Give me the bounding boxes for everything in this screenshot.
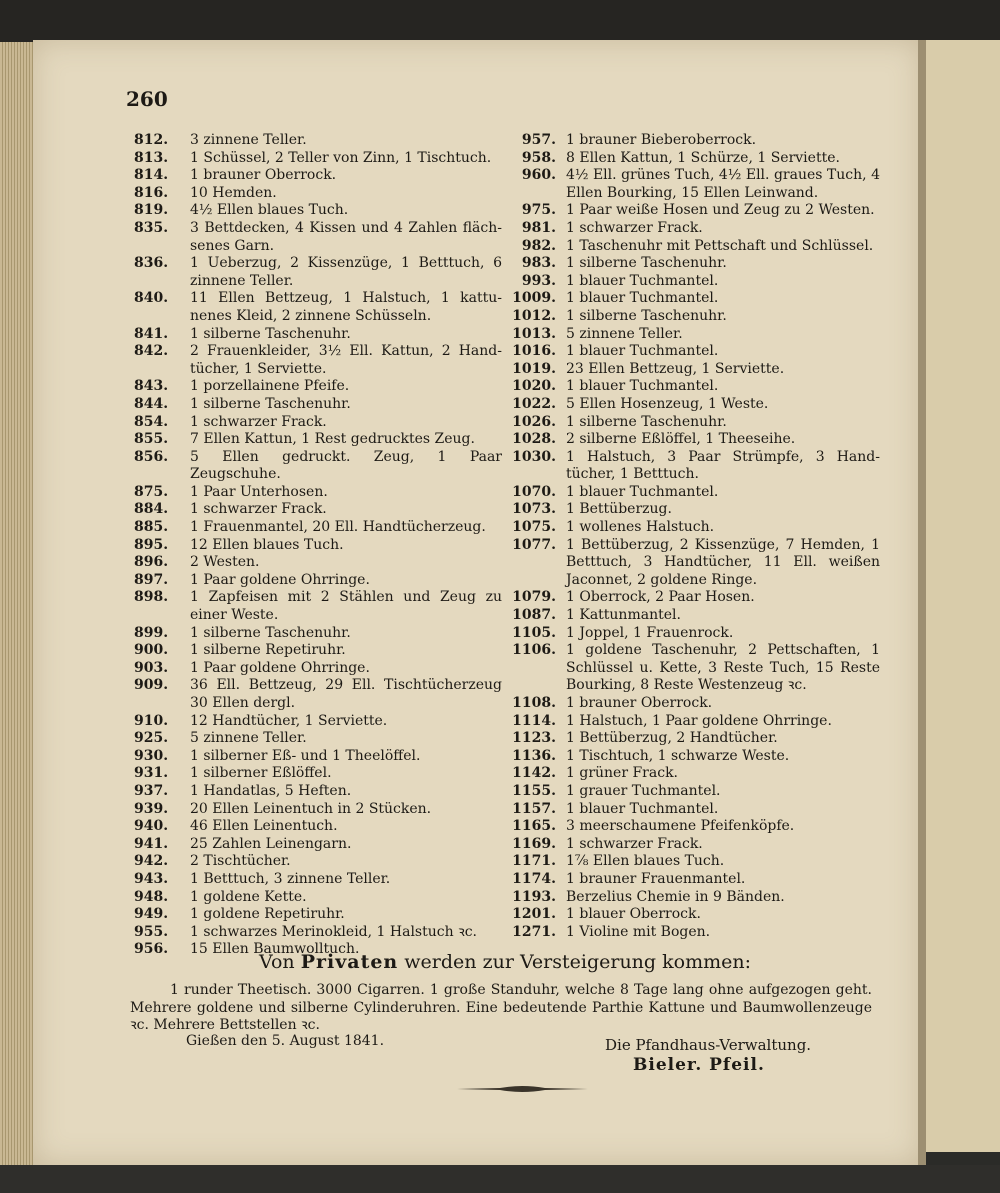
- lot-description: 1 blauer Tuchmantel.: [566, 483, 719, 500]
- lot-number: 1013.: [512, 325, 556, 342]
- lot-number: 1201.: [512, 906, 556, 923]
- lot-number: 875.: [134, 483, 169, 500]
- lot-description: 1 Paar goldene Ohrringe.: [190, 571, 370, 588]
- list-item: [508, 765, 880, 783]
- lot-description: 4½ Ellen blaues Tuch.: [190, 202, 349, 219]
- list-item: [134, 713, 502, 731]
- lot-number: 943.: [134, 870, 169, 887]
- lot-description: 5 Ellen Hosenzeug, 1 Weste.: [566, 395, 769, 412]
- lot-number: 1012.: [512, 307, 556, 324]
- list-item: [508, 730, 880, 748]
- lot-description: 5 zinnene Teller.: [566, 325, 683, 342]
- lot-description: 1 grauer Tuchmantel.: [566, 782, 721, 799]
- lot-number: 1020.: [512, 378, 556, 395]
- list-item: [508, 202, 880, 220]
- lot-number: 941.: [134, 835, 169, 852]
- lot-number: 1169.: [512, 835, 556, 852]
- lot-description: 1 blauer Tuchmantel.: [566, 272, 719, 289]
- list-item: [508, 255, 880, 273]
- lot-description: 1 goldene Taschenuhr, 2 Pettschaften, 1 Schlüssel u. Kette, 3 Reste Tuch, 15 Reste Bourking, 8 Reste Westenzeug ꝛc.: [566, 642, 880, 694]
- lot-description: 1⅞ Ellen blaues Tuch.: [566, 853, 725, 870]
- lot-number: 814.: [134, 167, 169, 184]
- lot-number: 898.: [134, 589, 169, 606]
- lot-description: 1 silberner Eß- und 1 Theelöffel.: [190, 747, 421, 764]
- lot-description: 1 Ueberzug, 2 Kissenzüge, 1 Betttuch, 6 zinnene Teller.: [190, 255, 502, 289]
- lot-number: 819.: [134, 202, 169, 219]
- lot-number: 1105.: [512, 624, 556, 641]
- signature-admin: Die Pfandhaus-Verwaltung.: [605, 1036, 812, 1054]
- list-item: [134, 343, 502, 378]
- lot-number: 1028.: [512, 431, 556, 448]
- lot-number: 1022.: [512, 395, 556, 412]
- lot-number: 1030.: [512, 448, 556, 465]
- lot-number: 1019.: [512, 360, 556, 377]
- lot-number: 841.: [134, 325, 169, 342]
- lot-number: 910.: [134, 712, 169, 729]
- list-item: [508, 167, 880, 202]
- list-item: [134, 290, 502, 325]
- lot-description: Berzelius Chemie in 9 Bänden.: [566, 888, 785, 905]
- lot-number: 925.: [134, 730, 169, 747]
- lot-description: 2 Frauenkleider, 3½ Ell. Kattun, 2 Hand- tücher, 1 Serviette.: [190, 343, 502, 377]
- lot-description: 1 silberne Taschenuhr.: [190, 624, 351, 641]
- lot-description: 20 Ellen Leinentuch in 2 Stücken.: [190, 800, 432, 817]
- list-item: [508, 607, 880, 625]
- lot-number: 835.: [134, 219, 169, 236]
- lot-description: 1 Paar goldene Ohrringe.: [190, 659, 370, 676]
- lot-number: 816.: [134, 184, 169, 201]
- lot-description: 12 Handtücher, 1 Serviette.: [190, 712, 388, 729]
- lot-number: 960.: [521, 167, 556, 184]
- list-item: [134, 554, 502, 572]
- list-item: [134, 748, 502, 766]
- heading-before: Von: [259, 951, 295, 973]
- list-item: [508, 343, 880, 361]
- lot-number: 1009.: [512, 290, 556, 307]
- lot-description: 15 Ellen Baumwolltuch.: [190, 941, 360, 958]
- lot-number: 1075.: [512, 519, 556, 536]
- lot-number: 895.: [134, 536, 169, 553]
- list-item: [134, 853, 502, 871]
- lot-number: 1077.: [512, 536, 556, 553]
- lot-description: 1 Taschenuhr mit Pettschaft und Schlüssel.: [566, 237, 874, 254]
- lot-number: 957.: [521, 132, 556, 148]
- list-item: [508, 783, 880, 801]
- lot-description: 1 silberne Taschenuhr.: [190, 325, 351, 342]
- list-item: [134, 431, 502, 449]
- list-item: [134, 836, 502, 854]
- list-item: [134, 625, 502, 643]
- list-item: [134, 150, 502, 168]
- list-item: [134, 132, 502, 150]
- list-item: [508, 378, 880, 396]
- list-item: [508, 889, 880, 907]
- lot-number: 1193.: [512, 888, 556, 905]
- lot-number: 903.: [134, 659, 169, 676]
- lot-number: 956.: [134, 941, 169, 958]
- lot-description: 23 Ellen Bettzeug, 1 Serviette.: [566, 360, 785, 377]
- lot-description: 1 Paar Unterhosen.: [190, 483, 328, 500]
- lot-number: 843.: [134, 378, 169, 395]
- lot-number: 899.: [134, 624, 169, 641]
- list-item: [508, 853, 880, 871]
- date-line: Gießen den 5. August 1841.: [186, 1033, 385, 1049]
- lot-description: 12 Ellen blaues Tuch.: [190, 536, 344, 553]
- lot-description: 1 schwarzer Frack.: [190, 501, 327, 518]
- list-item: [134, 660, 502, 678]
- lot-number: 958.: [521, 149, 556, 166]
- section-heading: [130, 951, 880, 973]
- lot-number: 1070.: [512, 483, 556, 500]
- list-item: [508, 484, 880, 502]
- list-item: [134, 765, 502, 783]
- heading-bold: Privaten: [300, 951, 399, 973]
- list-item: [508, 818, 880, 836]
- lot-description: 36 Ell. Bettzeug, 29 Ell. Tischtücherzeug 30 Ellen dergl.: [190, 677, 502, 711]
- lot-number: 1155.: [512, 782, 556, 799]
- lot-number: 885.: [134, 519, 169, 536]
- lot-number: 1136.: [512, 747, 556, 764]
- lot-number: 982.: [521, 237, 556, 254]
- lot-description: 1 Bettüberzug, 2 Handtücher.: [566, 730, 778, 747]
- list-item: [508, 361, 880, 379]
- lot-number: 942.: [134, 853, 169, 870]
- lot-description: 1 grüner Frack.: [566, 765, 678, 782]
- list-item: [508, 238, 880, 256]
- lot-description: 1 blauer Tuchmantel.: [566, 290, 719, 307]
- lot-number: 939.: [134, 800, 169, 817]
- list-item: [508, 431, 880, 449]
- lot-number: 955.: [134, 923, 169, 940]
- lot-number: 949.: [134, 906, 169, 923]
- lot-description: 1 blauer Tuchmantel.: [566, 378, 719, 395]
- list-item: [508, 414, 880, 432]
- lot-description: 3 meerschaumene Pfeifenköpfe.: [566, 818, 795, 835]
- lot-description: 1 silberne Repetiruhr.: [190, 642, 346, 659]
- list-item: [134, 484, 502, 502]
- lot-description: 1 Halstuch, 3 Paar Strümpfe, 3 Hand- tücher, 1 Betttuch.: [566, 448, 880, 483]
- lot-description: 1 schwarzer Frack.: [566, 219, 703, 236]
- lot-description: 1 blauer Oberrock.: [566, 906, 701, 923]
- list-item: [508, 871, 880, 889]
- lot-number: 930.: [134, 747, 169, 764]
- list-item: [134, 414, 502, 432]
- signature-names: Bieler. Pfeil.: [633, 1055, 765, 1075]
- lot-number: 884.: [134, 501, 169, 518]
- list-item: [134, 185, 502, 203]
- lot-description: 1 brauner Bieberoberrock.: [566, 132, 757, 148]
- lot-number: 948.: [134, 888, 169, 905]
- lot-number: 1142.: [512, 765, 556, 782]
- list-item: [134, 255, 502, 290]
- list-item: [134, 906, 502, 924]
- list-item: [134, 818, 502, 836]
- lot-number: 813.: [134, 149, 169, 166]
- lot-number: 900.: [134, 642, 169, 659]
- lot-description: 1 goldene Repetiruhr.: [190, 906, 345, 923]
- lot-number: 1106.: [512, 642, 556, 659]
- list-item: [134, 572, 502, 590]
- lot-number: 842.: [134, 343, 169, 360]
- right-column-list: [508, 132, 880, 941]
- lot-number: 854.: [134, 413, 169, 430]
- lot-description: 1 silberne Taschenuhr.: [566, 307, 727, 324]
- list-item: [134, 537, 502, 555]
- lot-description: 1 schwarzes Merinokleid, 1 Halstuch ꝛc.: [190, 923, 477, 940]
- ornament-rule-icon: [455, 1083, 590, 1095]
- lot-description: 3 zinnene Teller.: [190, 132, 307, 148]
- list-item: [508, 537, 880, 590]
- list-item: [508, 220, 880, 238]
- lot-description: 1 blauer Tuchmantel.: [566, 343, 719, 360]
- list-item: [134, 801, 502, 819]
- list-item: [134, 378, 502, 396]
- list-item: [508, 713, 880, 731]
- lot-number: 940.: [134, 818, 169, 835]
- lot-description: 11 Ellen Bettzeug, 1 Halstuch, 1 kattu- nenes Kleid, 2 zinnene Schüsseln.: [190, 290, 502, 324]
- list-item: [134, 889, 502, 907]
- lot-description: 8 Ellen Kattun, 1 Schürze, 1 Serviette.: [566, 149, 840, 166]
- lot-description: 2 silberne Eßlöffel, 1 Theeseihe.: [566, 431, 796, 448]
- lot-number: 1174.: [512, 870, 556, 887]
- lot-description: 1 Bettüberzug.: [566, 501, 672, 518]
- list-item: [508, 501, 880, 519]
- lot-description: 1 wollenes Halstuch.: [566, 519, 715, 536]
- lot-number: 1123.: [512, 730, 556, 747]
- list-item: [134, 730, 502, 748]
- lot-description: 1 schwarzer Frack.: [190, 413, 327, 430]
- lot-number: 931.: [134, 765, 169, 782]
- lot-description: 1 schwarzer Frack.: [566, 835, 703, 852]
- list-item: [134, 677, 502, 712]
- lot-number: 1108.: [512, 695, 556, 711]
- lot-description: 1 Halstuch, 1 Paar goldene Ohrringe.: [566, 712, 832, 729]
- lot-description: 1 blauer Tuchmantel.: [566, 800, 719, 817]
- list-item: [134, 449, 502, 484]
- lot-description: 1 brauner Oberrock.: [566, 695, 713, 711]
- lot-description: 25 Zahlen Leinengarn.: [190, 835, 352, 852]
- lot-description: 46 Ellen Leinentuch.: [190, 818, 338, 835]
- list-item: [134, 326, 502, 344]
- list-item: [508, 801, 880, 819]
- list-item: [134, 589, 502, 624]
- lot-description: 1 Paar weiße Hosen und Zeug zu 2 Westen.: [566, 202, 875, 219]
- lot-number: 1079.: [512, 589, 556, 606]
- lot-number: 1171.: [512, 853, 556, 870]
- lot-description: 2 Westen.: [190, 554, 260, 571]
- list-item: [508, 642, 880, 695]
- list-item: [508, 308, 880, 326]
- lot-description: 1 silberner Eßlöffel.: [190, 765, 332, 782]
- lot-number: 812.: [134, 132, 169, 148]
- lot-description: 5 zinnene Teller.: [190, 730, 307, 747]
- lot-description: 10 Hemden.: [190, 184, 277, 201]
- lot-number: 1087.: [512, 607, 556, 624]
- lot-number: 909.: [134, 677, 169, 694]
- list-item: [508, 449, 880, 484]
- list-item: [508, 625, 880, 643]
- lot-number: 1165.: [512, 818, 556, 835]
- list-item: [134, 202, 502, 220]
- lot-description: 1 Oberrock, 2 Paar Hosen.: [566, 589, 755, 606]
- list-item: [508, 519, 880, 537]
- lot-description: 1 Joppel, 1 Frauenrock.: [566, 624, 734, 641]
- lot-description: 1 brauner Oberrock.: [190, 167, 337, 184]
- list-item: [134, 783, 502, 801]
- lot-number: 856.: [134, 448, 169, 465]
- list-item: [508, 695, 880, 713]
- list-item: [134, 396, 502, 414]
- lot-description: 4½ Ell. grünes Tuch, 4½ Ell. graues Tuch, 4 Ellen Bourking, 15 Ellen Leinwand.: [566, 167, 880, 201]
- list-item: [508, 290, 880, 308]
- lot-description: 5 Ellen gedruckt. Zeug, 1 Paar Zeugschuhe.: [190, 448, 502, 483]
- lot-number: 1016.: [512, 343, 556, 360]
- lot-description: 1 brauner Frauenmantel.: [566, 870, 746, 887]
- lot-description: 1 Bettüberzug, 2 Kissenzüge, 7 Hemden, 1 Betttuch, 3 Handtücher, 11 Ell. weißen Jaconnet, 2 goldene Ringe.: [566, 536, 880, 588]
- left-column-list: [134, 132, 502, 959]
- lot-number: 937.: [134, 782, 169, 799]
- list-item: [508, 748, 880, 766]
- lot-number: 840.: [134, 290, 169, 307]
- list-item: [508, 132, 880, 150]
- lot-number: 993.: [521, 272, 556, 289]
- lot-description: 1 Betttuch, 3 zinnene Teller.: [190, 870, 391, 887]
- lot-description: 3 Bettdecken, 4 Kissen und 4 Zahlen fläch- senes Garn.: [190, 219, 502, 254]
- lot-number: 855.: [134, 431, 169, 448]
- list-item: [134, 519, 502, 537]
- page-number: 260: [126, 87, 168, 111]
- page-stack-edge: [0, 42, 36, 1167]
- lot-number: 844.: [134, 395, 169, 412]
- list-item: [508, 924, 880, 942]
- lot-description: 1 Schüssel, 2 Teller von Zinn, 1 Tischtuch.: [190, 149, 492, 166]
- lot-number: 1271.: [512, 923, 556, 940]
- lot-number: 897.: [134, 571, 169, 588]
- lot-description: 1 silberne Taschenuhr.: [566, 413, 727, 430]
- scan-background-bottom: [0, 1165, 1000, 1193]
- list-item: [508, 273, 880, 291]
- lot-number: 836.: [134, 255, 169, 272]
- book-gutter: [918, 40, 926, 1165]
- lot-description: 1 porzellainene Pfeife.: [190, 378, 350, 395]
- list-item: [134, 924, 502, 942]
- lot-number: 975.: [521, 202, 556, 219]
- list-item: [508, 836, 880, 854]
- lot-description: 1 Frauenmantel, 20 Ell. Handtücherzeug.: [190, 519, 486, 536]
- list-item: [134, 642, 502, 660]
- lot-description: 1 Tischtuch, 1 schwarze Weste.: [566, 747, 790, 764]
- lot-number: 1026.: [512, 413, 556, 430]
- list-item: [134, 501, 502, 519]
- lot-description: 7 Ellen Kattun, 1 Rest gedrucktes Zeug.: [190, 431, 475, 448]
- lot-description: 1 goldene Kette.: [190, 888, 307, 905]
- lot-number: 896.: [134, 554, 169, 571]
- list-item: [508, 326, 880, 344]
- lot-description: 1 Violine mit Bogen.: [566, 923, 711, 940]
- lot-description: 2 Tischtücher.: [190, 853, 291, 870]
- lot-description: 1 Zapfeisen mit 2 Stählen und Zeug zu einer Weste.: [190, 589, 502, 624]
- lot-description: 1 silberne Taschenuhr.: [566, 255, 727, 272]
- lot-number: 1073.: [512, 501, 556, 518]
- lot-number: 1157.: [512, 800, 556, 817]
- scan-background-top: [0, 0, 1000, 42]
- lot-description: 1 silberne Taschenuhr.: [190, 395, 351, 412]
- list-item: [508, 396, 880, 414]
- list-item: [134, 220, 502, 255]
- lot-number: 1114.: [512, 712, 556, 729]
- lot-description: 1 Kattunmantel.: [566, 607, 681, 624]
- lot-number: 983.: [521, 255, 556, 272]
- list-item: [508, 589, 880, 607]
- private-items-paragraph: 1 runder Theetisch. 3000 Cigarren. 1 große Standuhr, welche 8 Tage lang ohne aufgezogen geht. Mehrere goldene und silberne Cylinderuhren. Eine bedeutende Parthie Kattune und Baumwollenzeuge ꝛc. Mehrere Bettstellen ꝛc.: [130, 982, 872, 1034]
- list-item: [508, 906, 880, 924]
- list-item: [134, 167, 502, 185]
- lot-number: 981.: [521, 219, 556, 236]
- list-item: [134, 871, 502, 889]
- facing-page-edge: [926, 40, 1000, 1152]
- lot-description: 1 Handatlas, 5 Heften.: [190, 782, 352, 799]
- heading-after: werden zur Versteigerung kommen:: [404, 951, 751, 973]
- list-item: [508, 150, 880, 168]
